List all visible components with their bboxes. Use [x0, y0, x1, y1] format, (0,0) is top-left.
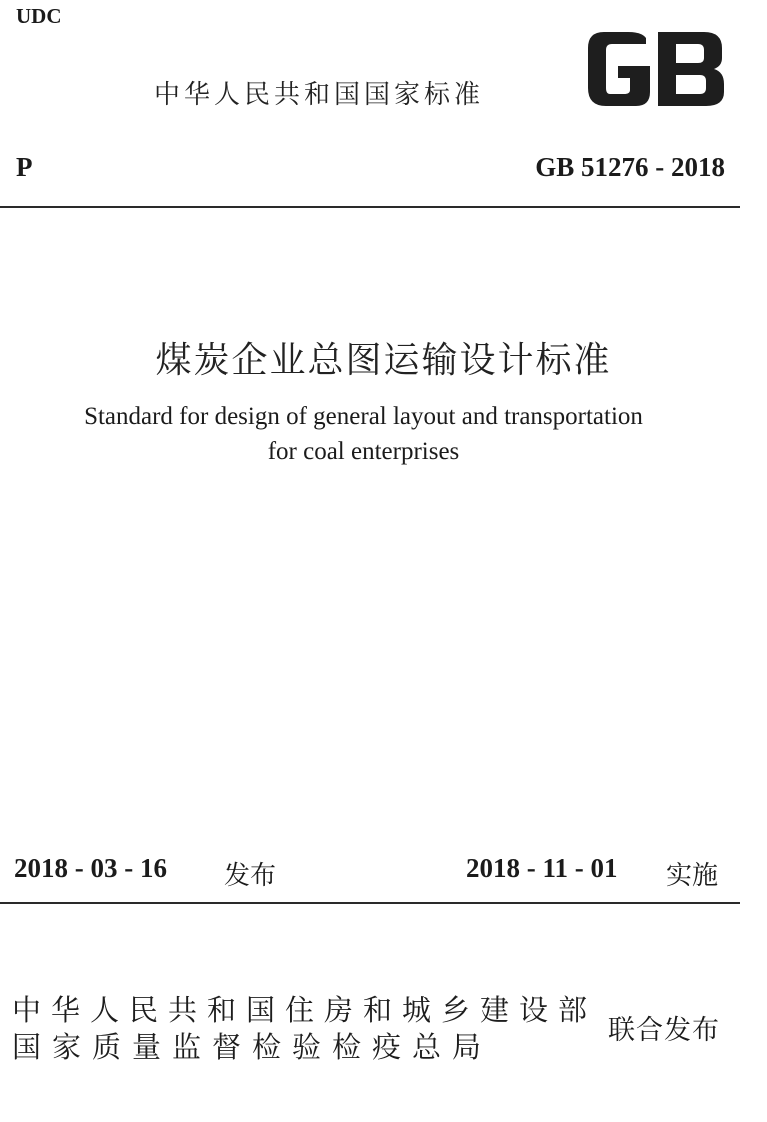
title-english-line-2: for coal enterprises	[267, 438, 460, 465]
top-divider	[0, 206, 740, 208]
national-standard-heading: 中华人民共和国国家标准	[154, 80, 485, 110]
title-chinese: 煤炭企业总图运输设计标准	[155, 340, 612, 381]
gb-logo-icon	[584, 30, 726, 108]
joint-publish-label: 联合发布	[608, 1015, 720, 1046]
implementation-date: 2018 - 11 - 01	[466, 853, 618, 883]
udc-label: UDC	[16, 4, 62, 28]
category-code: P	[16, 152, 33, 182]
issuer-line-1: 中华人民共和国住房和城乡建设部	[12, 993, 598, 1027]
standard-number: GB 51276 - 2018	[535, 152, 725, 182]
issue-label: 发布	[224, 861, 277, 891]
issue-date: 2018 - 03 - 16	[14, 853, 167, 883]
title-english-line-1: Standard for design of general layout and transportation	[84, 403, 643, 430]
implementation-label: 实施	[666, 861, 719, 891]
bottom-divider	[0, 902, 740, 904]
issuer-line-2: 国家质量监督检验检疫总局	[12, 1030, 493, 1064]
